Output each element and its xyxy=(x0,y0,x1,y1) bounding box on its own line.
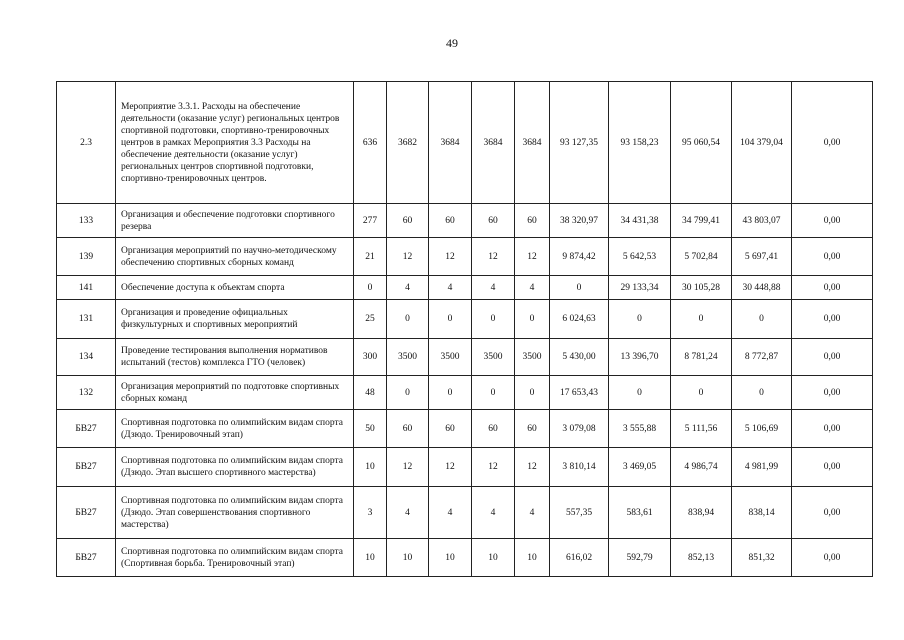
finance-value-1: 616,02 xyxy=(550,539,609,577)
finance-value-2: 583,61 xyxy=(609,487,671,539)
table-row xyxy=(57,539,873,577)
finance-value-2: 13 396,70 xyxy=(609,339,671,376)
indicator-value-4: 3684 xyxy=(472,82,515,204)
finance-value-4: 104 379,04 xyxy=(732,82,792,204)
finance-value-5: 0,00 xyxy=(792,82,873,204)
indicator-value-5: 12 xyxy=(515,448,550,487)
row-code-cell: 2.3 xyxy=(57,82,116,204)
indicator-value-5: 4 xyxy=(515,276,550,300)
indicator-value-4: 12 xyxy=(472,238,515,276)
table-row xyxy=(57,204,873,238)
finance-value-1: 9 874,42 xyxy=(550,238,609,276)
finance-value-5: 0,00 xyxy=(792,376,873,410)
finance-value-4: 838,14 xyxy=(732,487,792,539)
row-name-cell: Спортивная подготовка по олимпийским видам спорта (Дзюдо. Тренировочный этап) xyxy=(116,410,354,448)
table-row xyxy=(57,300,873,339)
finance-value-1: 6 024,63 xyxy=(550,300,609,339)
indicator-value-3: 12 xyxy=(429,448,472,487)
row-name-cell: Спортивная подготовка по олимпийским видам спорта (Дзюдо. Этап высшего спортивного мастерства) xyxy=(116,448,354,487)
indicator-value-2: 3500 xyxy=(387,339,429,376)
indicator-value-3: 0 xyxy=(429,300,472,339)
budget-table-body xyxy=(57,82,873,577)
page-number: 49 xyxy=(446,36,458,50)
indicator-value-5: 0 xyxy=(515,300,550,339)
indicator-value-4: 4 xyxy=(472,276,515,300)
row-name-cell: Организация мероприятий по научно-методическому обеспечению спортивных сборных команд xyxy=(116,238,354,276)
indicator-value-2: 60 xyxy=(387,204,429,238)
finance-value-5: 0,00 xyxy=(792,276,873,300)
indicator-value-1: 10 xyxy=(354,448,387,487)
indicator-value-1: 0 xyxy=(354,276,387,300)
table-row xyxy=(57,376,873,410)
finance-value-3: 0 xyxy=(671,300,732,339)
indicator-value-2: 0 xyxy=(387,376,429,410)
indicator-value-1: 25 xyxy=(354,300,387,339)
finance-value-4: 5 106,69 xyxy=(732,410,792,448)
indicator-value-3: 60 xyxy=(429,410,472,448)
row-name-cell: Спортивная подготовка по олимпийским видам спорта (Дзюдо. Этап совершенствования спортивного мастерства) xyxy=(116,487,354,539)
indicator-value-2: 0 xyxy=(387,300,429,339)
indicator-value-5: 60 xyxy=(515,204,550,238)
indicator-value-4: 0 xyxy=(472,376,515,410)
finance-value-4: 43 803,07 xyxy=(732,204,792,238)
finance-value-3: 30 105,28 xyxy=(671,276,732,300)
finance-value-3: 852,13 xyxy=(671,539,732,577)
indicator-value-5: 4 xyxy=(515,487,550,539)
finance-value-5: 0,00 xyxy=(792,300,873,339)
indicator-value-2: 4 xyxy=(387,487,429,539)
finance-value-1: 3 079,08 xyxy=(550,410,609,448)
finance-value-3: 5 111,56 xyxy=(671,410,732,448)
finance-value-4: 4 981,99 xyxy=(732,448,792,487)
row-name-cell: Спортивная подготовка по олимпийским видам спорта (Спортивная борьба. Тренировочный этап) xyxy=(116,539,354,577)
indicator-value-2: 60 xyxy=(387,410,429,448)
table-row xyxy=(57,238,873,276)
finance-value-3: 5 702,84 xyxy=(671,238,732,276)
row-code-cell: 133 xyxy=(57,204,116,238)
row-code-cell: 134 xyxy=(57,339,116,376)
finance-value-5: 0,00 xyxy=(792,410,873,448)
indicator-value-3: 60 xyxy=(429,204,472,238)
indicator-value-2: 12 xyxy=(387,238,429,276)
indicator-value-3: 4 xyxy=(429,276,472,300)
finance-value-4: 851,32 xyxy=(732,539,792,577)
finance-value-3: 8 781,24 xyxy=(671,339,732,376)
indicator-value-3: 0 xyxy=(429,376,472,410)
indicator-value-5: 3500 xyxy=(515,339,550,376)
indicator-value-1: 21 xyxy=(354,238,387,276)
finance-value-1: 3 810,14 xyxy=(550,448,609,487)
finance-value-2: 29 133,34 xyxy=(609,276,671,300)
indicator-value-1: 50 xyxy=(354,410,387,448)
indicator-value-3: 3500 xyxy=(429,339,472,376)
finance-value-3: 0 xyxy=(671,376,732,410)
indicator-value-2: 3682 xyxy=(387,82,429,204)
indicator-value-5: 3684 xyxy=(515,82,550,204)
indicator-value-5: 60 xyxy=(515,410,550,448)
indicator-value-4: 60 xyxy=(472,204,515,238)
finance-value-1: 0 xyxy=(550,276,609,300)
finance-value-5: 0,00 xyxy=(792,339,873,376)
indicator-value-5: 10 xyxy=(515,539,550,577)
row-name-cell: Обеспечение доступа к объектам спорта xyxy=(116,276,354,300)
row-name-cell: Организация мероприятий по подготовке спортивных сборных команд xyxy=(116,376,354,410)
row-code-cell: 141 xyxy=(57,276,116,300)
finance-value-1: 557,35 xyxy=(550,487,609,539)
table-row xyxy=(57,82,873,204)
indicator-value-3: 12 xyxy=(429,238,472,276)
row-name-cell: Организация и проведение официальных физкультурных и спортивных мероприятий xyxy=(116,300,354,339)
row-code-cell: БВ27 xyxy=(57,448,116,487)
indicator-value-4: 3500 xyxy=(472,339,515,376)
finance-value-1: 93 127,35 xyxy=(550,82,609,204)
finance-value-3: 95 060,54 xyxy=(671,82,732,204)
finance-value-2: 0 xyxy=(609,300,671,339)
finance-value-2: 0 xyxy=(609,376,671,410)
indicator-value-4: 4 xyxy=(472,487,515,539)
row-name-cell: Проведение тестирования выполнения нормативов испытаний (тестов) комплекса ГТО (человек) xyxy=(116,339,354,376)
finance-value-1: 38 320,97 xyxy=(550,204,609,238)
table-row xyxy=(57,410,873,448)
finance-value-5: 0,00 xyxy=(792,204,873,238)
indicator-value-3: 10 xyxy=(429,539,472,577)
row-code-cell: БВ27 xyxy=(57,487,116,539)
indicator-value-1: 10 xyxy=(354,539,387,577)
finance-value-5: 0,00 xyxy=(792,448,873,487)
table-row xyxy=(57,448,873,487)
finance-value-4: 8 772,87 xyxy=(732,339,792,376)
finance-value-5: 0,00 xyxy=(792,238,873,276)
indicator-value-5: 0 xyxy=(515,376,550,410)
indicator-value-3: 3684 xyxy=(429,82,472,204)
indicator-value-2: 12 xyxy=(387,448,429,487)
row-code-cell: 131 xyxy=(57,300,116,339)
indicator-value-2: 4 xyxy=(387,276,429,300)
finance-value-3: 838,94 xyxy=(671,487,732,539)
finance-value-2: 93 158,23 xyxy=(609,82,671,204)
row-code-cell: БВ27 xyxy=(57,539,116,577)
indicator-value-5: 12 xyxy=(515,238,550,276)
finance-value-1: 17 653,43 xyxy=(550,376,609,410)
row-code-cell: БВ27 xyxy=(57,410,116,448)
finance-value-5: 0,00 xyxy=(792,539,873,577)
table-row xyxy=(57,487,873,539)
budget-table xyxy=(56,81,873,577)
finance-value-2: 592,79 xyxy=(609,539,671,577)
finance-value-3: 4 986,74 xyxy=(671,448,732,487)
finance-value-3: 34 799,41 xyxy=(671,204,732,238)
indicator-value-1: 636 xyxy=(354,82,387,204)
finance-value-4: 5 697,41 xyxy=(732,238,792,276)
finance-value-2: 3 469,05 xyxy=(609,448,671,487)
finance-value-4: 0 xyxy=(732,300,792,339)
row-code-cell: 132 xyxy=(57,376,116,410)
table-row xyxy=(57,276,873,300)
indicator-value-4: 0 xyxy=(472,300,515,339)
finance-value-5: 0,00 xyxy=(792,487,873,539)
indicator-value-4: 10 xyxy=(472,539,515,577)
indicator-value-2: 10 xyxy=(387,539,429,577)
row-code-cell: 139 xyxy=(57,238,116,276)
finance-value-4: 30 448,88 xyxy=(732,276,792,300)
indicator-value-4: 60 xyxy=(472,410,515,448)
finance-value-2: 3 555,88 xyxy=(609,410,671,448)
indicator-value-1: 3 xyxy=(354,487,387,539)
finance-value-2: 5 642,53 xyxy=(609,238,671,276)
finance-value-2: 34 431,38 xyxy=(609,204,671,238)
row-name-cell: Организация и обеспечение подготовки спортивного резерва xyxy=(116,204,354,238)
indicator-value-4: 12 xyxy=(472,448,515,487)
table-row xyxy=(57,339,873,376)
indicator-value-3: 4 xyxy=(429,487,472,539)
indicator-value-1: 48 xyxy=(354,376,387,410)
indicator-value-1: 300 xyxy=(354,339,387,376)
finance-value-4: 0 xyxy=(732,376,792,410)
finance-value-1: 5 430,00 xyxy=(550,339,609,376)
row-name-cell: Мероприятие 3.3.1. Расходы на обеспечение деятельности (оказание услуг) региональных центров спортивной подготовки, спортивно-тренировочных центров в рамках Мероприятия 3.3 Расходы на обеспечение деятельности (оказание услуг) региональных центров спортивной подготовки, спортивно-тренировочных центров. xyxy=(116,82,354,204)
indicator-value-1: 277 xyxy=(354,204,387,238)
